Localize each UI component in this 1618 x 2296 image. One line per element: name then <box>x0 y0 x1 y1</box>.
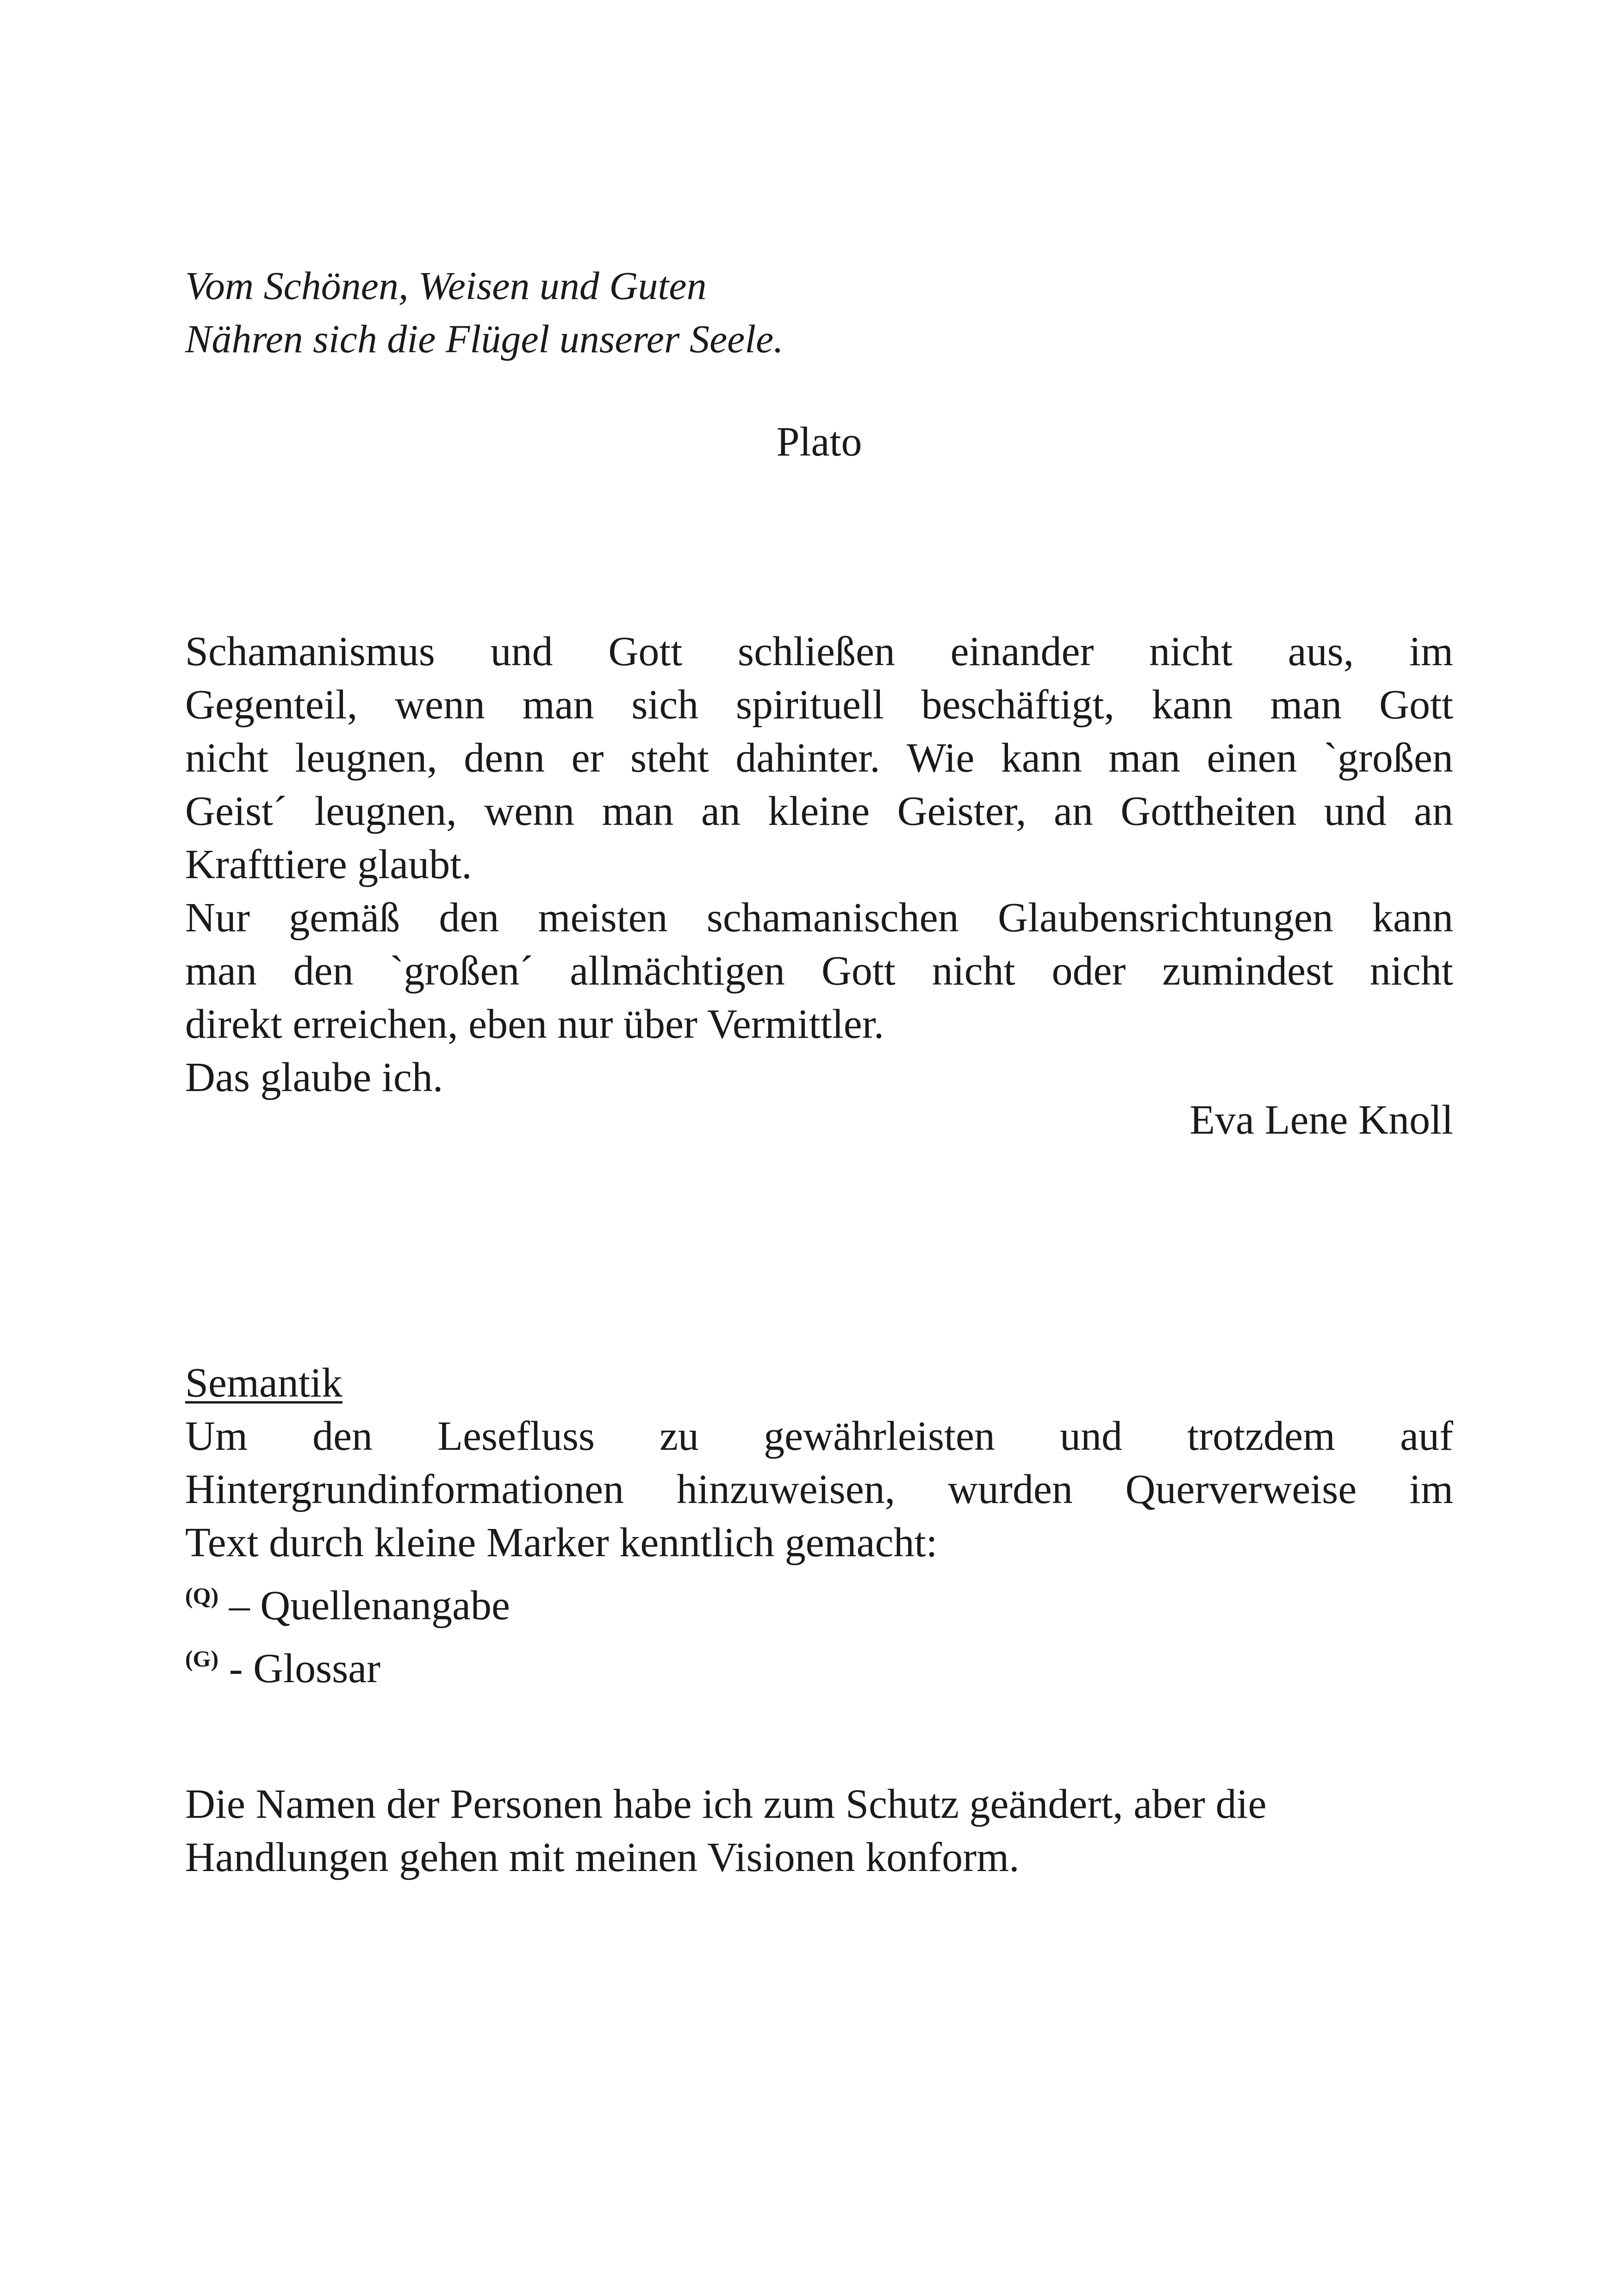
epigraph-line: Vom Schönen, Weisen und Guten <box>185 263 707 308</box>
text-line: Text durch kleine Marker kenntlich gemacht: <box>185 1520 938 1566</box>
author-signature: Eva Lene Knoll <box>1189 1097 1453 1143</box>
section-heading: Semantik <box>185 1360 342 1406</box>
text-line: Um den Lesefluss zu gewährleisten und trotzdem auf <box>185 1413 1453 1459</box>
semantik-section <box>185 1356 1453 1695</box>
text-line: nicht leugnen, denn er steht dahinter. Wie kann man einen `großen <box>185 735 1453 781</box>
text-line: Schamanismus und Gott schließen einander nicht aus, im <box>185 629 1453 674</box>
marker-description: - Glossar <box>229 1646 381 1691</box>
marker-legend-item <box>185 1632 1453 1695</box>
text-line: direkt erreichen, eben nur über Vermittler. <box>185 1001 884 1047</box>
text-line: man den `großen´ allmächtigen Gott nicht oder zumindest nicht <box>185 948 1453 994</box>
marker-description: – Quellenangabe <box>229 1583 510 1628</box>
statement-paragraph <box>185 625 1453 1104</box>
text-line: Handlungen gehen mit meinen Visionen konform. <box>185 1834 1020 1880</box>
marker-legend-item <box>185 1569 1453 1632</box>
text-line: Krafttiere glaubt. <box>185 842 472 887</box>
marker-symbol: (Q) <box>185 1583 219 1609</box>
text-line: Hintergrundinformationen hinzuweisen, wurden Querverweise im <box>185 1466 1453 1512</box>
text-line: Das glaube ich. <box>185 1054 443 1100</box>
text-line: Geist´ leugnen, wenn man an kleine Geister, an Gottheiten und an <box>185 788 1453 834</box>
text-line: Nur gemäß den meisten schamanischen Glaubensrichtungen kann <box>185 895 1453 941</box>
text-line: Gegenteil, wenn man sich spirituell beschäftigt, kann man Gott <box>185 682 1453 728</box>
text-line: Die Namen der Personen habe ich zum Schutz geändert, aber die <box>185 1781 1267 1827</box>
epigraph-quote <box>185 259 1453 366</box>
epigraph-line: Nähren sich die Flügel unserer Seele. <box>185 317 784 361</box>
names-note-paragraph <box>185 1778 1453 1884</box>
epigraph-author: Plato <box>776 419 862 465</box>
marker-symbol: (G) <box>185 1646 219 1672</box>
